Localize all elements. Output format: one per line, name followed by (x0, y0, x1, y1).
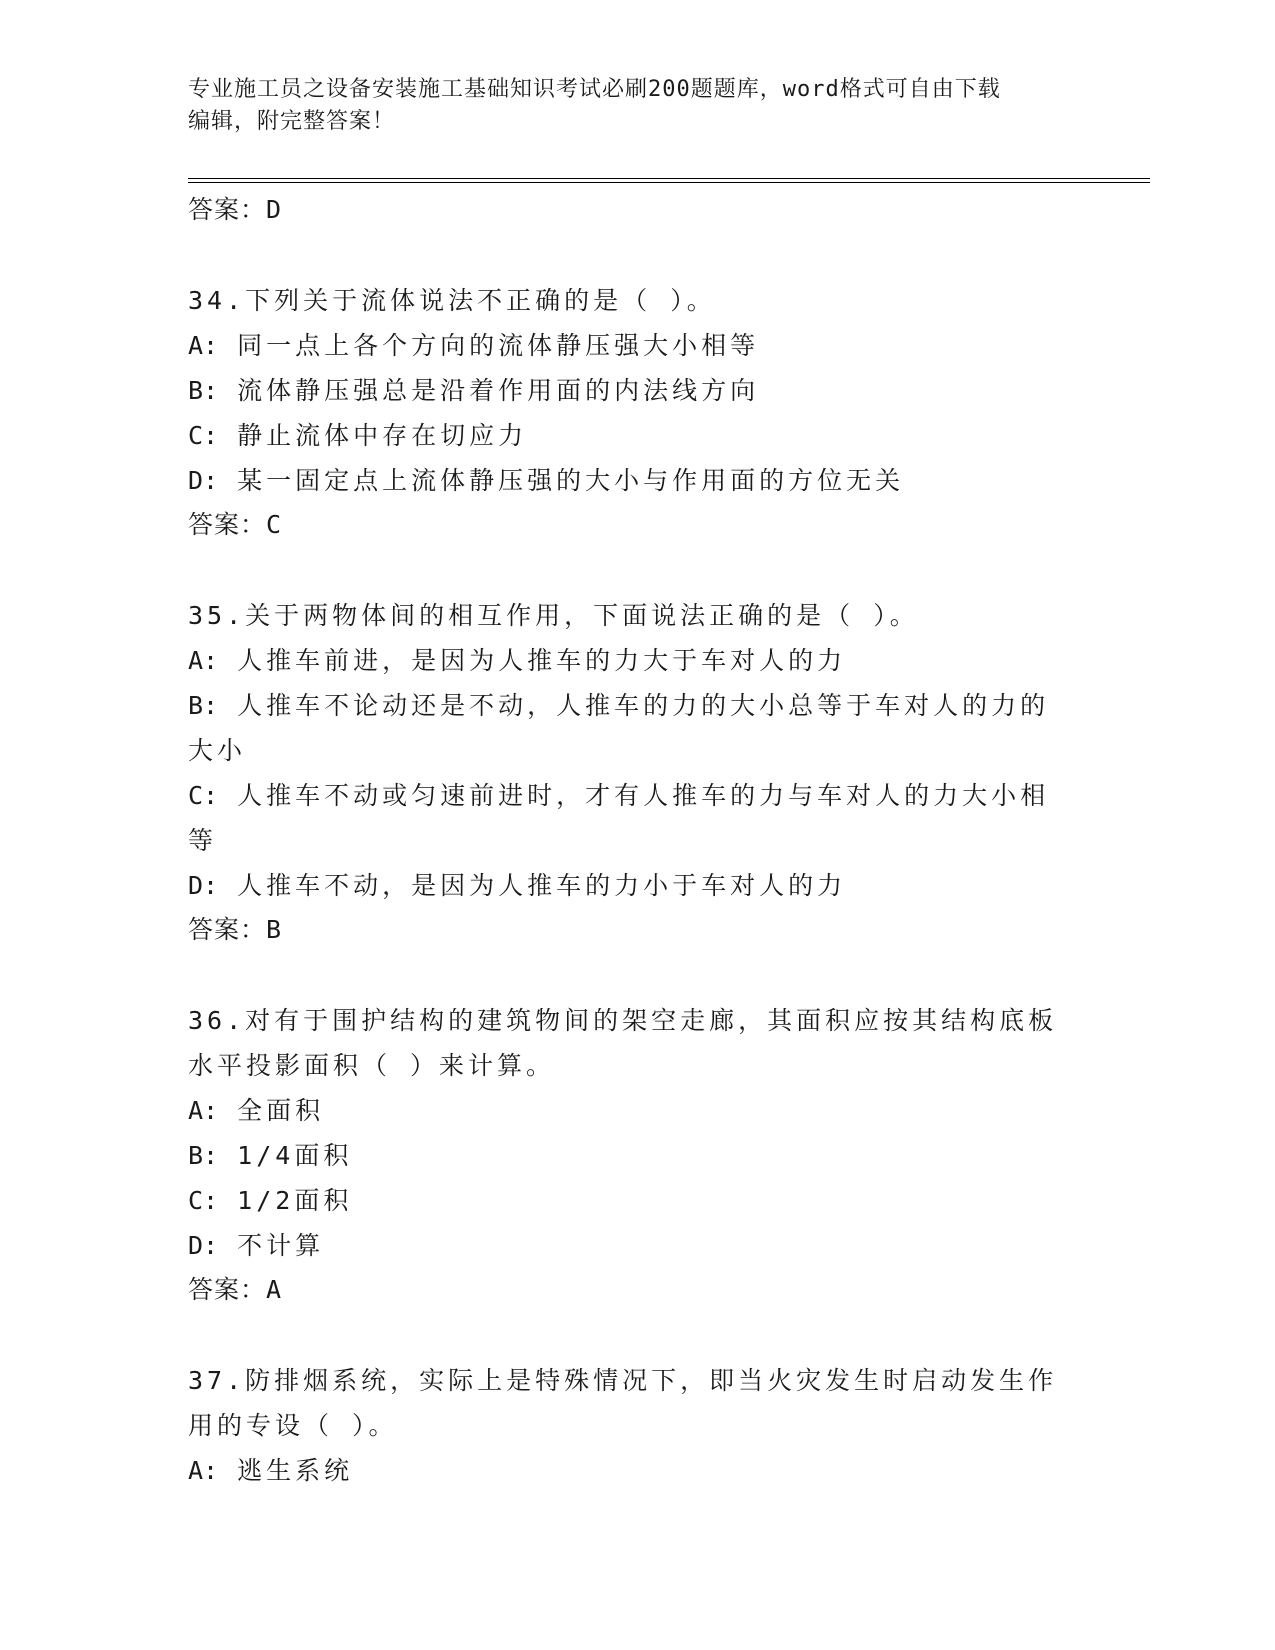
option-text: 人推车不动，是因为人推车的力小于车对人的力 (218, 871, 847, 900)
option-letter: C: (188, 421, 219, 450)
header-divider-bottom (188, 182, 1150, 183)
option-letter: C: (188, 781, 219, 810)
question-block (188, 998, 1068, 1312)
option-text: 同一点上各个方向的流体静压强大小相等 (218, 331, 760, 360)
option-line (188, 1178, 1068, 1223)
option-letter: A: (188, 1456, 219, 1485)
option-text: 某一固定点上流体静压强的大小与作用面的方位无关 (218, 466, 905, 495)
option-letter: B: (188, 691, 219, 720)
option-line (188, 638, 1068, 683)
header-divider-top (188, 178, 1150, 179)
option-line (188, 323, 1068, 368)
option-letter: D: (188, 871, 219, 900)
option-text: 人推车不论动还是不动，人推车的力的大小总等于车对人的力的大小 (188, 691, 1050, 765)
answer-label: 答案： (188, 195, 267, 224)
option-line (188, 863, 1068, 908)
question-stem: 36.对有于围护结构的建筑物间的架空走廊，其面积应按其结构底板水平投影面积（ ）来计算。 (188, 1006, 1058, 1080)
option-line (188, 1088, 1068, 1133)
question-stem: 37.防排烟系统，实际上是特殊情况下，即当火灾发生时启动发生作用的专设（ ）。 (188, 1366, 1058, 1440)
option-line (188, 1133, 1068, 1178)
question-list (188, 188, 1068, 1493)
option-text: 静止流体中存在切应力 (218, 421, 528, 450)
answer-value: B (266, 915, 283, 944)
option-line (188, 413, 1068, 458)
question-stem: 34.下列关于流体说法不正确的是（ ）。 (188, 286, 716, 315)
answer-line (188, 1268, 1068, 1312)
option-letter: D: (188, 466, 219, 495)
answer-value: A (266, 1275, 283, 1304)
answer-line (188, 188, 1068, 232)
option-text: 人推车不动或匀速前进时，才有人推车的力与车对人的力大小相等 (188, 781, 1050, 855)
header-line-2: 编辑，附完整答案！ (188, 109, 396, 134)
option-line (188, 1448, 1068, 1493)
question-block (188, 278, 1068, 547)
option-line (188, 458, 1068, 503)
option-line (188, 1223, 1068, 1268)
answer-value: D (266, 195, 283, 224)
answer-line (188, 503, 1068, 547)
option-text: 1/4面积 (218, 1141, 353, 1170)
option-letter: B: (188, 1141, 219, 1170)
document-header (188, 74, 1068, 138)
answer-label: 答案： (188, 510, 267, 539)
option-letter: A: (188, 1096, 219, 1125)
option-line (188, 683, 1068, 773)
option-text: 1/2面积 (218, 1186, 353, 1215)
option-letter: A: (188, 646, 219, 675)
option-letter: A: (188, 331, 219, 360)
option-text: 流体静压强总是沿着作用面的内法线方向 (218, 376, 760, 405)
header-line-1: 专业施工员之设备安装施工基础知识考试必刷200题题库，word格式可自由下载 (188, 77, 1001, 102)
option-text: 逃生系统 (218, 1456, 354, 1485)
option-text: 人推车前进，是因为人推车的力大于车对人的力 (218, 646, 847, 675)
option-text: 不计算 (218, 1231, 325, 1260)
option-letter: C: (188, 1186, 219, 1215)
answer-value: C (266, 510, 283, 539)
question-stem: 35.关于两物体间的相互作用，下面说法正确的是（ ）。 (188, 601, 919, 630)
option-letter: D: (188, 1231, 219, 1260)
questions-container (188, 278, 1068, 1493)
option-line (188, 368, 1068, 413)
answer-label: 答案： (188, 1275, 267, 1304)
option-letter: B: (188, 376, 219, 405)
option-text: 全面积 (218, 1096, 325, 1125)
answer-line (188, 908, 1068, 952)
question-block (188, 593, 1068, 952)
question-block (188, 1358, 1068, 1493)
option-line (188, 773, 1068, 863)
answer-label: 答案： (188, 915, 267, 944)
